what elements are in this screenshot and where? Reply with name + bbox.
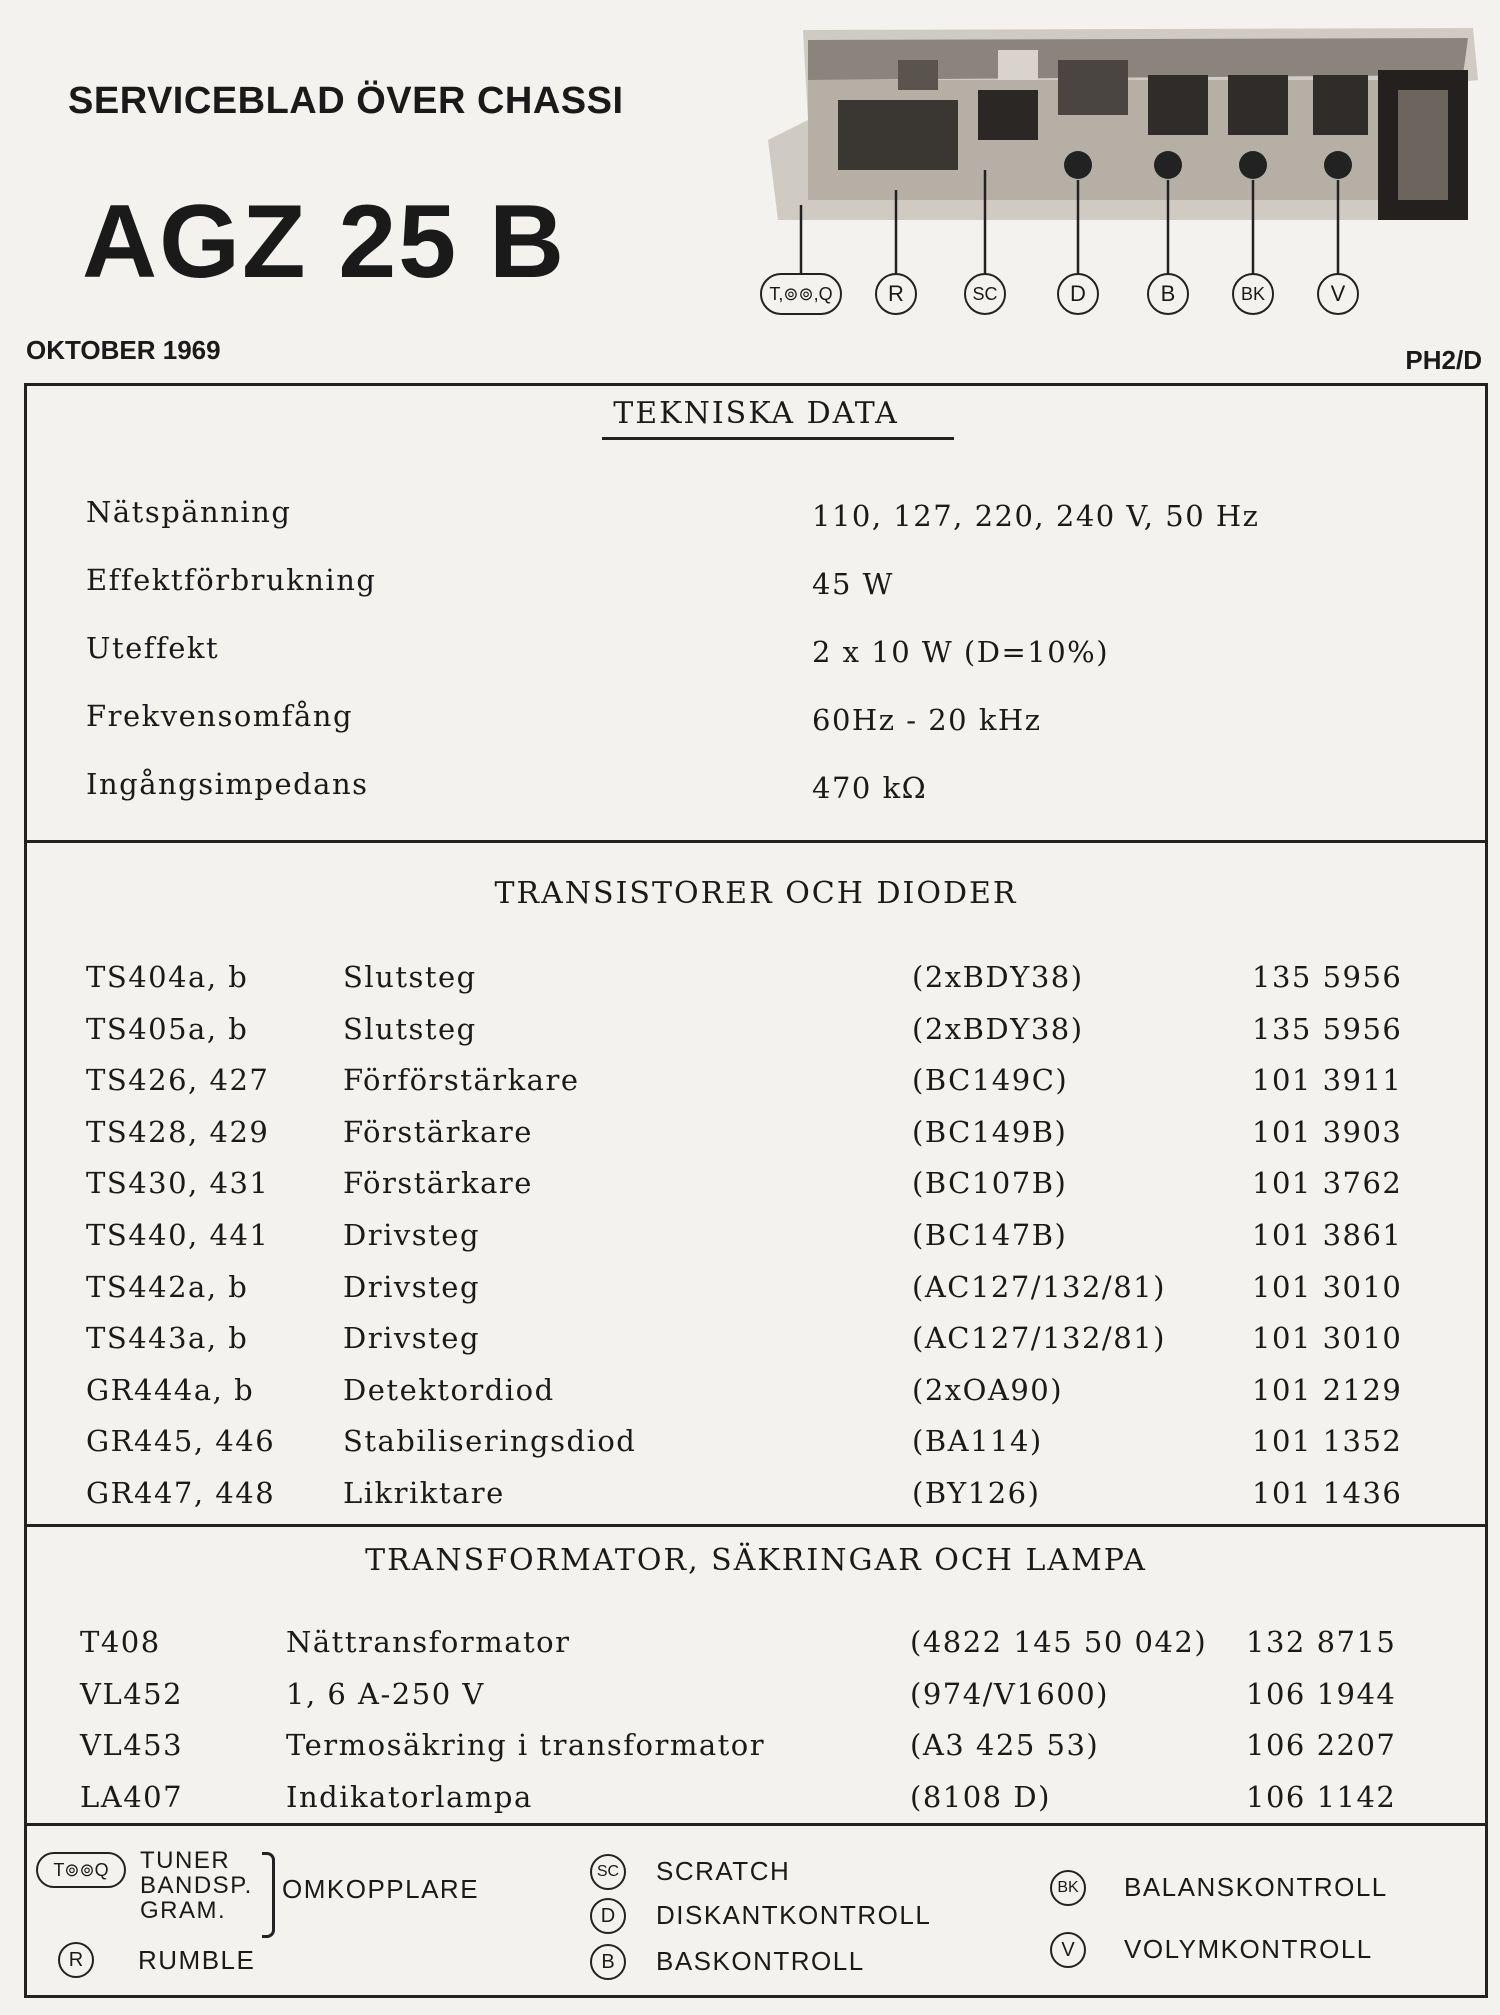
part-type: (974/V1600) [910, 1676, 1109, 1711]
part-number: 101 3903 [1252, 1114, 1403, 1149]
transistor-title: TRANSISTORER OCH DIODER [494, 876, 1018, 911]
tech-value: 110, 127, 220, 240 V, 50 Hz [812, 499, 1260, 533]
tech-title: TEKNISKA DATA [613, 396, 899, 431]
part-function: Slutsteg [343, 960, 477, 994]
legend-rumble: RUMBLE [138, 1945, 256, 1975]
legend-sc-symbol: SC [590, 1854, 626, 1890]
legend-b-symbol: B [590, 1944, 626, 1980]
tech-title-underline [602, 437, 954, 440]
tech-label: Uteffekt [86, 631, 220, 665]
legend-gram: GRAM. [140, 1897, 227, 1924]
part-type: (A3 425 53) [910, 1728, 1100, 1762]
part-function: Detektordiod [343, 1372, 555, 1407]
part-number: 106 1142 [1246, 1779, 1397, 1814]
part-type: (AC127/132/81) [912, 1321, 1166, 1356]
part-function: 1, 6 A-250 V [286, 1676, 485, 1711]
part-number: 101 3762 [1252, 1166, 1403, 1201]
callout-sc: SC [964, 273, 1006, 315]
divider-2 [24, 1524, 1488, 1527]
document-code: PH2/D [1405, 345, 1482, 375]
part-number: 135 5956 [1252, 960, 1403, 994]
legend-volym: VOLYMKONTROLL [1124, 1934, 1373, 1964]
part-ref: TS428, 429 [86, 1114, 270, 1149]
legend-bas: BASKONTROLL [656, 1946, 865, 1976]
callout-b: B [1147, 273, 1189, 315]
part-type: (BC149B) [912, 1114, 1068, 1149]
legend-d-symbol: D [590, 1898, 626, 1934]
part-function: Stabiliseringsdiod [343, 1424, 637, 1459]
part-function: Likriktare [343, 1476, 505, 1510]
part-ref: TS443a, b [86, 1321, 249, 1356]
part-type: (2xBDY38) [912, 960, 1084, 994]
part-type: (BY126) [912, 1476, 1041, 1510]
issue-date: OKTOBER 1969 [26, 335, 221, 365]
part-function: Förförstärkare [343, 1063, 580, 1098]
legend-v-symbol: V [1050, 1932, 1086, 1968]
part-ref: T408 [80, 1625, 161, 1659]
part-ref: TS430, 431 [86, 1166, 270, 1201]
part-function: Nättransformator [286, 1625, 571, 1659]
divider-3 [24, 1823, 1488, 1826]
callout-v: V [1317, 273, 1359, 315]
legend-brace [262, 1852, 275, 1938]
part-type: (2xOA90) [912, 1372, 1064, 1407]
part-number: 101 3911 [1252, 1063, 1403, 1098]
part-number: 101 1352 [1252, 1424, 1403, 1459]
model-number: AGZ 25 B [82, 184, 567, 300]
part-type: (AC127/132/81) [912, 1269, 1166, 1304]
tech-value: 45 W [812, 567, 894, 601]
legend-bk-symbol: BK [1050, 1870, 1086, 1906]
legend-omkopplare: OMKOPPLARE [282, 1874, 480, 1904]
callout-bk: BK [1232, 273, 1274, 315]
tech-label: Frekvensomfång [86, 699, 354, 733]
part-number: 101 3861 [1252, 1218, 1403, 1252]
transformer-title: TRANSFORMATOR, SÄKRINGAR OCH LAMPA [365, 1543, 1147, 1578]
part-number: 101 3010 [1252, 1269, 1403, 1304]
part-function: Drivsteg [343, 1218, 481, 1252]
callout-d: D [1057, 273, 1099, 315]
part-type: (BC147B) [912, 1218, 1068, 1252]
part-function: Drivsteg [343, 1321, 481, 1356]
part-number: 132 8715 [1246, 1625, 1397, 1659]
part-type: (BC107B) [912, 1166, 1068, 1201]
legend-tuner: TUNER [140, 1847, 231, 1874]
legend-r-symbol: R [58, 1942, 94, 1978]
callout-selector: T,⊚⊚,Q [760, 273, 842, 315]
part-type: (BC149C) [912, 1063, 1069, 1098]
part-function: Förstärkare [343, 1114, 533, 1149]
part-function: Indikatorlampa [286, 1779, 533, 1814]
legend-diskant: DISKANTKONTROLL [656, 1900, 932, 1930]
part-ref: TS404a, b [86, 960, 249, 994]
part-type: (4822 145 50 042) [910, 1625, 1208, 1659]
part-type: (BA114) [912, 1424, 1043, 1459]
part-number: 101 1436 [1252, 1476, 1403, 1510]
part-type: (2xBDY38) [912, 1011, 1084, 1046]
part-function: Slutsteg [343, 1011, 477, 1046]
tech-value: 2 x 10 W (D=10%) [812, 635, 1110, 669]
part-number: 101 3010 [1252, 1321, 1403, 1356]
part-ref: TS442a, b [86, 1269, 249, 1304]
sheet-title: SERVICEBLAD ÖVER CHASSI [68, 80, 624, 122]
part-ref: VL453 [80, 1728, 184, 1762]
part-number: 106 1944 [1246, 1676, 1397, 1711]
part-number: 135 5956 [1252, 1011, 1403, 1046]
part-number: 106 2207 [1246, 1728, 1397, 1762]
part-function: Drivsteg [343, 1269, 481, 1304]
legend-selector-symbol: T⊚⊚Q [36, 1852, 126, 1888]
tech-label: Nätspänning [86, 495, 292, 529]
part-ref: GR445, 446 [86, 1424, 276, 1459]
tech-value: 60Hz - 20 kHz [812, 703, 1042, 737]
legend-balans: BALANSKONTROLL [1124, 1872, 1388, 1902]
part-ref: LA407 [80, 1779, 184, 1814]
tech-label: Effektförbrukning [86, 563, 377, 597]
part-number: 101 2129 [1252, 1372, 1403, 1407]
part-ref: VL452 [80, 1676, 184, 1711]
part-ref: TS426, 427 [86, 1063, 270, 1098]
divider-1 [24, 840, 1488, 843]
tech-label: Ingångsimpedans [86, 767, 369, 801]
part-function: Termosäkring i transformator [286, 1728, 766, 1762]
part-ref: TS440, 441 [86, 1218, 270, 1252]
legend-bandsp: BANDSP. [140, 1872, 253, 1899]
tech-value: 470 kΩ [812, 771, 928, 805]
chassis-photo [748, 20, 1483, 230]
part-type: (8108 D) [910, 1779, 1051, 1814]
part-ref: TS405a, b [86, 1011, 249, 1046]
legend-scratch: SCRATCH [656, 1856, 791, 1886]
part-function: Förstärkare [343, 1166, 533, 1201]
callout-r: R [875, 273, 917, 315]
part-ref: GR447, 448 [86, 1476, 276, 1510]
part-ref: GR444a, b [86, 1372, 255, 1407]
